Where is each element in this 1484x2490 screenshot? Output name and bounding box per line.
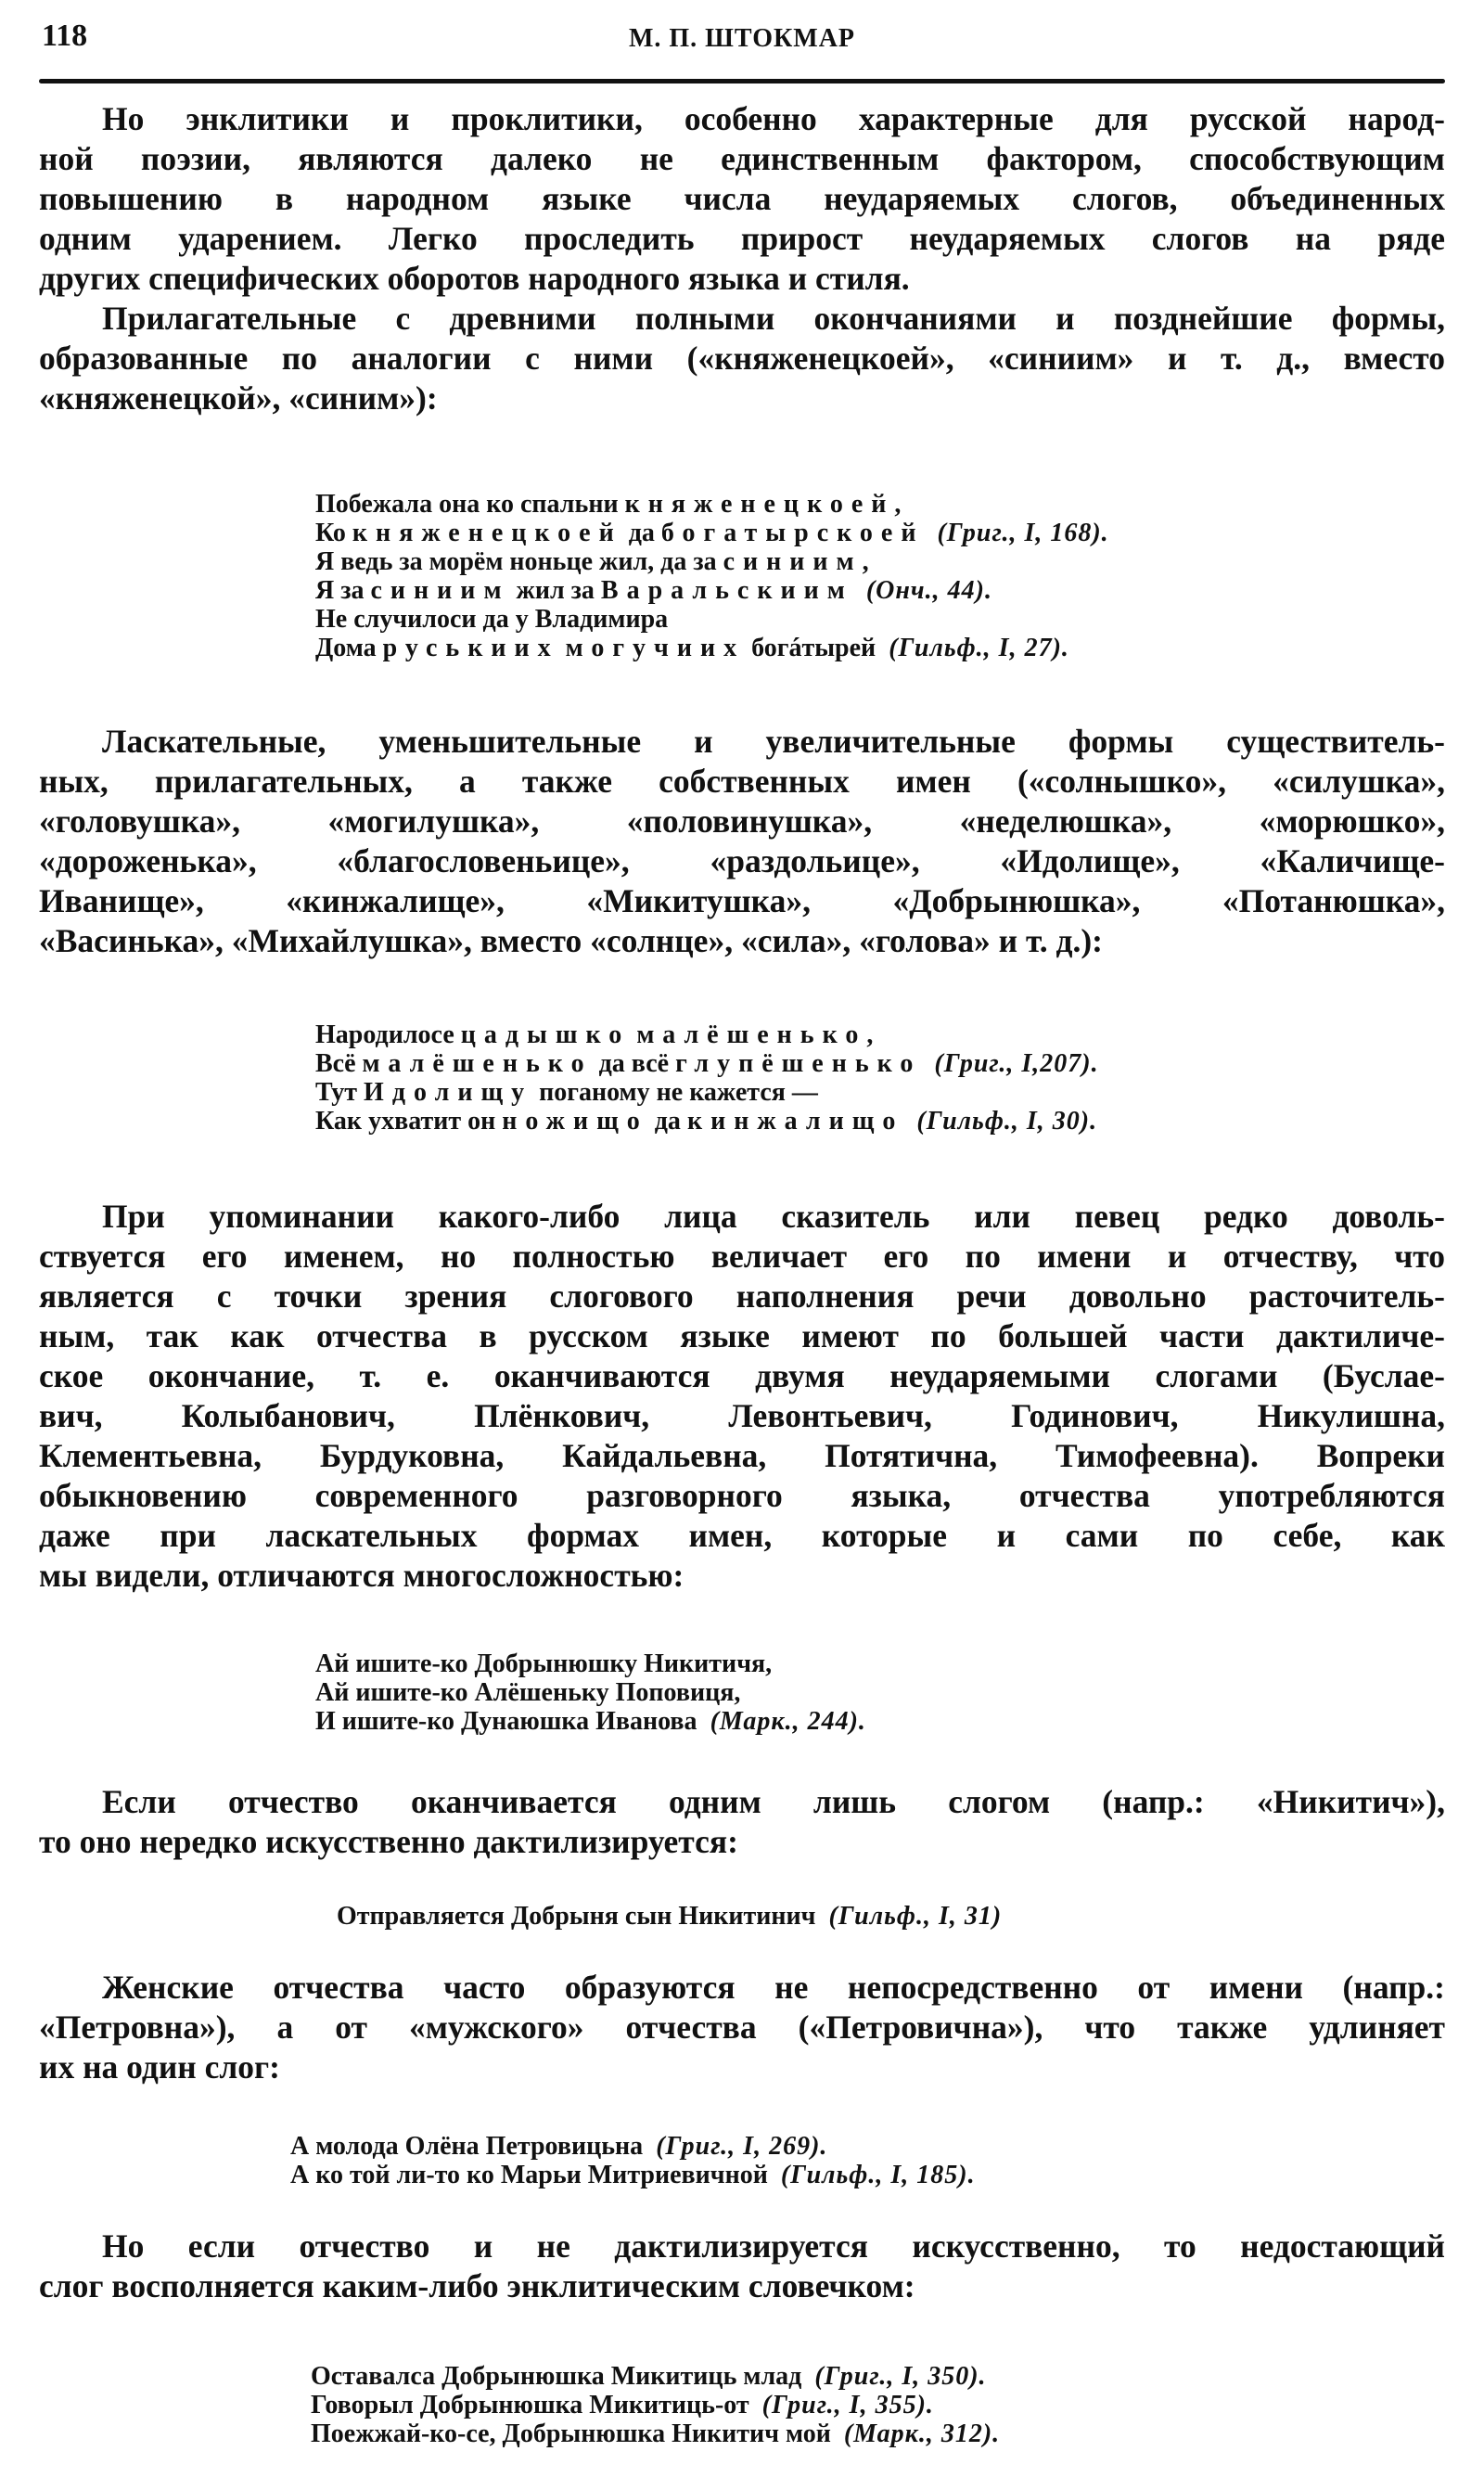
text-line: ным, так как отчества в русском языке имеют по большей части дактиличе- [39, 1317, 1445, 1354]
spaced-emphasis: Варальскиим [600, 576, 853, 605]
paragraph-adjectives [39, 299, 1445, 418]
verse-block-1 [315, 490, 1109, 662]
verse-text: да всё [592, 1049, 676, 1078]
verse-line [311, 2362, 1000, 2391]
verse-line [290, 2161, 976, 2189]
spaced-emphasis: синиим [370, 576, 510, 605]
verse-line [290, 2132, 976, 2161]
text-line: ствуется его именем, но полностью величает его по имени и отчеству, что [39, 1238, 1445, 1275]
verse-line [315, 1649, 866, 1678]
verse-text: жил за [509, 576, 601, 605]
verse-text: И ишите-ко Дунаюшка Иванова [315, 1707, 697, 1736]
verse-text: Поежжай-ко-се, Добрынюшка Никитич мой [311, 2419, 831, 2448]
spaced-emphasis: княженецкоей [352, 519, 622, 547]
paragraph-dactylization [39, 1782, 1445, 1862]
verse-text [559, 634, 566, 662]
verse-text: Ко [315, 519, 352, 547]
text-line: других специфических оборотов народного языка и стиля. [39, 260, 910, 297]
verse-line [315, 547, 1109, 576]
verse-line [311, 2391, 1000, 2419]
text-line: Но энклитики и проклитики, особенно характерные для русской народ- [102, 100, 1445, 137]
verse-text: Ай ишите-ко Алёшеньку Поповиця, [315, 1678, 741, 1707]
text-line: ной поэзии, являются далеко не единственным фактором, способствующим [39, 140, 1445, 177]
verse-text: Ай ишите-ко Добрынюшку Никитичя, [315, 1649, 773, 1678]
text-line: то оно нередко искусственно дактилизируется: [39, 1823, 738, 1860]
text-line: «Петровна»), а от «мужского» отчества («Петровична»), что также удлиняет [39, 2009, 1445, 2046]
verse-text: Народилосе [315, 1020, 461, 1049]
verse-line [315, 1020, 1099, 1049]
verse-line [315, 1707, 866, 1736]
verse-text: А молода Олёна Петровицьна [290, 2132, 644, 2161]
verse-block-2 [315, 1020, 1099, 1136]
verse-text: Не случилоси да у Владимира [315, 605, 669, 634]
verse-line [315, 1678, 866, 1707]
verse-text: поганому не кажется — [532, 1078, 818, 1107]
verse-text: Побежала она ко спальни [315, 490, 625, 519]
text-line: является с точки зрения слогового наполнения речи довольно расточитель- [39, 1277, 1445, 1315]
citation: (Марк., 312). [843, 2419, 1001, 2448]
running-title: М. П. ШТОКМАР [628, 24, 856, 53]
paragraph-diminutives [39, 722, 1445, 961]
verse-line [315, 1107, 1099, 1136]
verse-line [315, 1049, 1099, 1078]
paragraph-patronymics [39, 1197, 1445, 1596]
verse-text: А ко той ли-то ко Марьи Митриевичной [290, 2161, 768, 2189]
verse-text: Оставалса Добрынюшка Микитиць млад [311, 2362, 802, 2391]
text-line: «Васинька», «Михайлушка», вместо «солнце», «сила», «голова» и т. д.): [39, 922, 1103, 959]
text-line: Женские отчества часто образуются не непосредственно от имени (напр.: [102, 1969, 1445, 2006]
text-line: Но если отчество и не дактилизируется искусственно, то недостающий [102, 2227, 1445, 2265]
verse-line [315, 490, 1109, 519]
verse-text: Я за [315, 576, 371, 605]
verse-text: да [621, 519, 661, 547]
text-line: Клементьевна, Бурдуковна, Кайдальевна, Потятична, Тимофеевна). Вопреки [39, 1437, 1445, 1474]
verse-text: Тут [315, 1078, 365, 1107]
text-line: При упоминании какого-либо лица сказитель или певец редко доволь- [102, 1198, 1445, 1235]
text-line: повышению в народном языке числа неударяемых слогов, объединенных [39, 180, 1445, 217]
text-line: «головушка», «могилушка», «половинушка», «неделюшка», «морюшко», [39, 802, 1445, 840]
text-line: Иванище», «кинжалище», «Микитушка», «Добрынюшка», «Потанюшка», [39, 882, 1445, 919]
text-line: «дороженька», «благословеньице», «раздольице», «Идолище», «Каличище- [39, 842, 1445, 879]
text-line: слог восполняется каким-либо энклитическим словечком: [39, 2267, 915, 2304]
verse-block-4 [337, 1902, 1002, 1931]
paragraph-enclitics [39, 99, 1445, 299]
spaced-emphasis: синиим, [723, 547, 877, 576]
verse-block-5 [290, 2132, 976, 2189]
spaced-emphasis: ножищо [502, 1107, 648, 1136]
text-line: ных, прилагательных, а также собственных имен («солнышко», «силушка», [39, 763, 1445, 800]
paragraph-enclitic-words [39, 2227, 1445, 2306]
verse-line [315, 1078, 1099, 1107]
citation: (Григ., I, 350). [814, 2362, 987, 2391]
text-line: Прилагательные с древними полными окончаниями и позднейшие формы, [102, 300, 1445, 337]
text-line: обыкновению современного разговорного языка, отчества употребляются [39, 1477, 1445, 1514]
text-line: Если отчество оканчивается одним лишь слогом (напр.: «Никитич»), [102, 1783, 1445, 1820]
text-line: вич, Колыбанович, Плёнкович, Левонтьевич, Годинович, Никулишна, [39, 1397, 1445, 1434]
citation: (Марк., 244). [710, 1707, 866, 1736]
citation: (Гильф., I, 185). [780, 2161, 976, 2189]
text-line: их на один слог: [39, 2048, 280, 2086]
verse-block-6 [311, 2362, 1000, 2448]
verse-line [315, 605, 1109, 634]
text-line: «княженецкой», «синим»): [39, 379, 438, 417]
citation: (Григ., I, 168). [937, 519, 1109, 547]
verse-text: Дома [315, 634, 383, 662]
verse-text: Я ведь за морём ноньце жил, да за [315, 547, 723, 576]
text-line: одним ударением. Легко проследить прирост неударяемых слогов на ряде [39, 220, 1445, 257]
citation: (Григ., I,207). [934, 1049, 1099, 1078]
text-line: ское окончание, т. е. оканчиваются двумя неударяемыми слогами (Буслае- [39, 1357, 1445, 1394]
book-page [39, 0, 1445, 2490]
spaced-emphasis: богатырскоей [660, 519, 925, 547]
verse-line [337, 1902, 1002, 1931]
verse-line [315, 634, 1109, 662]
verse-text: Говорыл Добрынюшка Микитиць-от [311, 2391, 749, 2419]
verse-text: Как ухватит он [315, 1107, 503, 1136]
citation: (Григ., I, 269). [656, 2132, 828, 2161]
text-line: мы видели, отличаются многосложностью: [39, 1557, 684, 1594]
verse-block-3 [315, 1649, 866, 1736]
verse-text: богáтырей [745, 634, 876, 662]
verse-line [315, 519, 1109, 547]
page-number: 118 [42, 19, 88, 53]
spaced-emphasis: княженецкоей, [624, 490, 910, 519]
citation: (Григ., I, 355). [761, 2391, 934, 2419]
spaced-emphasis: цадышко [460, 1020, 631, 1049]
spaced-emphasis: малёшенько [362, 1049, 593, 1078]
spaced-emphasis: малёшенько, [636, 1020, 882, 1049]
text-line: даже при ласкательных формах имен, которые и сами по себе, как [39, 1517, 1445, 1554]
verse-text: да [647, 1107, 687, 1136]
citation: (Гильф., I, 31) [828, 1902, 1003, 1931]
citation: (Гильф., I, 30). [916, 1107, 1098, 1136]
spaced-emphasis: Идолищу [364, 1078, 533, 1107]
verse-line [315, 576, 1109, 605]
text-line: образованные по аналогии с ними («княженецкоей», «синиим» и т. д., вместо [39, 340, 1445, 377]
header-rule [39, 79, 1445, 83]
spaced-emphasis: кинжалищо [686, 1107, 904, 1136]
spaced-emphasis: могучиих [565, 634, 746, 662]
verse-text: Всё [315, 1049, 363, 1078]
running-head [39, 17, 1445, 61]
citation: (Гильф., I, 27). [889, 634, 1069, 662]
spaced-emphasis: глупёшенько [675, 1049, 922, 1078]
verse-text: Отправляется Добрыня сын Никитинич [337, 1902, 816, 1931]
verse-line [311, 2419, 1000, 2448]
text-line: Ласкательные, уменьшительные и увеличительные формы существитель- [102, 723, 1445, 760]
spaced-emphasis: руськиих [382, 634, 559, 662]
paragraph-female-patronymics [39, 1968, 1445, 2087]
citation: (Онч., 44). [865, 576, 992, 605]
